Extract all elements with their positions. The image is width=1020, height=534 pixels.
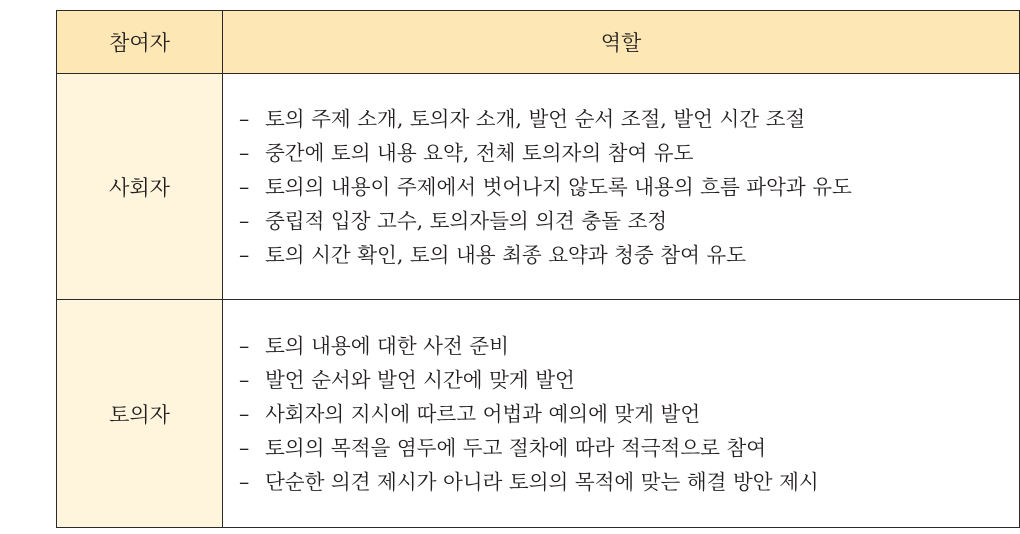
duty-text: 사회자의 지시에 따르고 어법과 예의에 맞게 발언 (265, 401, 701, 426)
duty-list (223, 329, 1019, 499)
bullet-dash: – (239, 435, 250, 460)
table-header-row (57, 11, 1020, 74)
duty-list (223, 102, 1019, 272)
bullet-dash: – (239, 242, 250, 267)
duties-debater (223, 300, 1020, 528)
duty-text: 발언 순서와 발언 시간에 맞게 발언 (265, 367, 575, 392)
duty-item (239, 102, 1019, 136)
table-row-debater (57, 300, 1020, 528)
header-role: 역할 (223, 11, 1020, 74)
bullet-dash: – (239, 469, 250, 494)
duty-item (239, 431, 1019, 465)
duty-item (239, 363, 1019, 397)
duty-text: 단순한 의견 제시가 아니라 토의의 목적에 맞는 해결 방안 제시 (265, 469, 819, 494)
bullet-dash: – (239, 174, 250, 199)
participant-debater: 토의자 (57, 300, 223, 528)
duty-item (239, 397, 1019, 431)
bullet-dash: – (239, 106, 250, 131)
duty-text: 토의 주제 소개, 토의자 소개, 발언 순서 조절, 발언 시간 조절 (265, 106, 806, 131)
duty-item (239, 170, 1019, 204)
duty-item (239, 136, 1019, 170)
duties-moderator (223, 74, 1020, 300)
duty-text: 중간에 토의 내용 요약, 전체 토의자의 참여 유도 (265, 140, 694, 165)
duty-item (239, 238, 1019, 272)
duty-text: 중립적 입장 고수, 토의자들의 의견 충돌 조정 (265, 208, 668, 233)
duty-text: 토의의 목적을 염두에 두고 절차에 따라 적극적으로 참여 (265, 435, 767, 460)
bullet-dash: – (239, 208, 250, 233)
participant-moderator: 사회자 (57, 74, 223, 300)
bullet-dash: – (239, 140, 250, 165)
table-row-moderator (57, 74, 1020, 300)
participant-role-table (56, 10, 1020, 528)
duty-text: 토의 시간 확인, 토의 내용 최종 요약과 청중 참여 유도 (265, 242, 747, 267)
header-participant: 참여자 (57, 11, 223, 74)
duty-item (239, 465, 1019, 499)
bullet-dash: – (239, 333, 250, 358)
duty-text: 토의 내용에 대한 사전 준비 (265, 333, 509, 358)
duty-item (239, 204, 1019, 238)
bullet-dash: – (239, 401, 250, 426)
duty-text: 토의의 내용이 주제에서 벗어나지 않도록 내용의 흐름 파악과 유도 (265, 174, 852, 199)
bullet-dash: – (239, 367, 250, 392)
duty-item (239, 329, 1019, 363)
